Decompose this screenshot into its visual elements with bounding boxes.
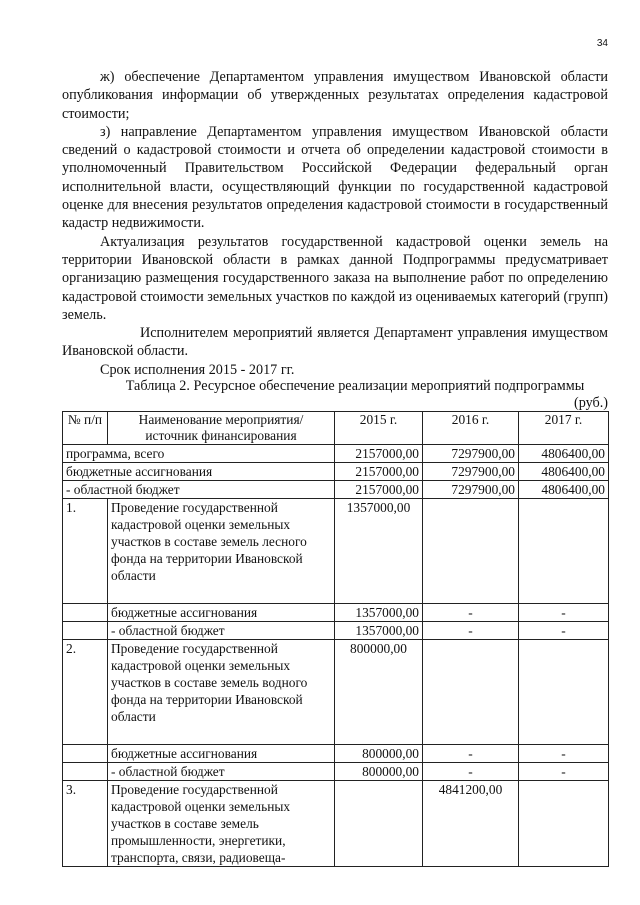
cell-2016: - [423,745,519,763]
cell-2015: 800000,00 [335,745,423,763]
cell-2017: - [519,604,609,622]
cell-2015: 1357000,00 [335,622,423,640]
table-row [63,763,609,781]
paragraph-deadline: Срок исполнения 2015 - 2017 гг. [100,361,295,378]
resource-table [62,411,609,867]
cell-2015: 1357000,00 [335,499,423,604]
table-row [63,781,609,867]
header-2016: 2016 г. [423,412,519,445]
cell-2016: 4841200,00 [423,781,519,867]
cell-2017: - [519,763,609,781]
table-row [63,622,609,640]
cell-2017: 4806400,00 [519,463,609,481]
cell-2017: - [519,745,609,763]
cell-2015: 1357000,00 [335,604,423,622]
table-row [63,604,609,622]
table-row [63,445,609,463]
cell-2016: 7297900,00 [423,463,519,481]
cell-2015 [335,781,423,867]
cell-2015: 2157000,00 [335,445,423,463]
table-row [63,481,609,499]
cell-2016 [423,499,519,604]
cell-2017 [519,499,609,604]
cell-2016: 7297900,00 [423,445,519,463]
cell-2017 [519,781,609,867]
item-name: Проведение государственной кадастровой оценки земельных участков в составе земель промышленности, энергетики, транспорта, связи, радиовеща- [108,781,335,867]
cell-2016: - [423,604,519,622]
cell-2017 [519,640,609,745]
item-number-empty [63,763,108,781]
header-2017: 2017 г. [519,412,609,445]
cell-2017: 4806400,00 [519,481,609,499]
cell-2016: - [423,622,519,640]
row-label: бюджетные ассигнования [108,745,335,763]
row-label: - областной бюджет [108,763,335,781]
paragraph-actualization: Актуализация результатов государственной кадастровой оценки земель на территории Ивановской области в рамках данной Подпрограммы предусматривает организацию размещения государственного заказа на выполнение работ по определению кадастровой стоимости земельных участков по каждой из оцениваемых категорий (групп) земель. [62,233,608,323]
table-row [63,745,609,763]
header-2015: 2015 г. [335,412,423,445]
cell-2015: 800000,00 [335,640,423,745]
row-label: - областной бюджет [108,622,335,640]
cell-2015: 800000,00 [335,763,423,781]
cell-2017: 4806400,00 [519,445,609,463]
paragraph-zh: ж) обеспечение Департаментом управления имуществом Ивановской области опубликования информации об утвержденных результатах определения кадастровой стоимости; [62,69,608,122]
body-text [62,68,608,379]
header-num: № п/п [63,412,108,445]
row-label: - областной бюджет [63,481,335,499]
table-header-row [63,412,609,445]
item-number-empty [63,604,108,622]
row-label: бюджетные ассигнования [63,463,335,481]
item-number: 1. [63,499,108,604]
item-number-empty [63,745,108,763]
item-number-empty [63,622,108,640]
row-label: программа, всего [63,445,335,463]
paragraph-z: з) направление Департаментом управления имуществом Ивановской области сведений о кадастровой стоимости и отчета об определении кадастровой стоимости в уполномоченный Правительством Российской Федерации федеральный орган исполнительной власти, осуществляющий функции по государственной кадастровой оценке для внесения результатов определения кадастровой стоимости в государственный кадастр недвижимости. [62,123,608,232]
cell-2016: - [423,763,519,781]
cell-2016 [423,640,519,745]
item-name: Проведение государственной кадастровой оценки земельных участков в составе земель водного фонда на территории Ивановской области [108,640,335,745]
table-unit: (руб.) [573,395,608,411]
table-caption [62,378,608,412]
page-number: 34 [596,38,608,49]
table-row [63,463,609,481]
header-name: Наименование мероприятия/ источник финансирования [108,412,335,445]
row-label: бюджетные ассигнования [108,604,335,622]
item-number: 3. [63,781,108,867]
table-title: Таблица 2. Ресурсное обеспечение реализации мероприятий подпрограммы [125,378,585,394]
cell-2016: 7297900,00 [423,481,519,499]
item-name: Проведение государственной кадастровой оценки земельных участков в составе земель лесного фонда на территории Ивановской области [108,499,335,604]
table-row [63,499,609,604]
cell-2015: 2157000,00 [335,463,423,481]
item-number: 2. [63,640,108,745]
paragraph-executor: Исполнителем мероприятий является Департамент управления имуществом Ивановской области. [62,325,608,360]
table-row [63,640,609,745]
cell-2015: 2157000,00 [335,481,423,499]
cell-2017: - [519,622,609,640]
